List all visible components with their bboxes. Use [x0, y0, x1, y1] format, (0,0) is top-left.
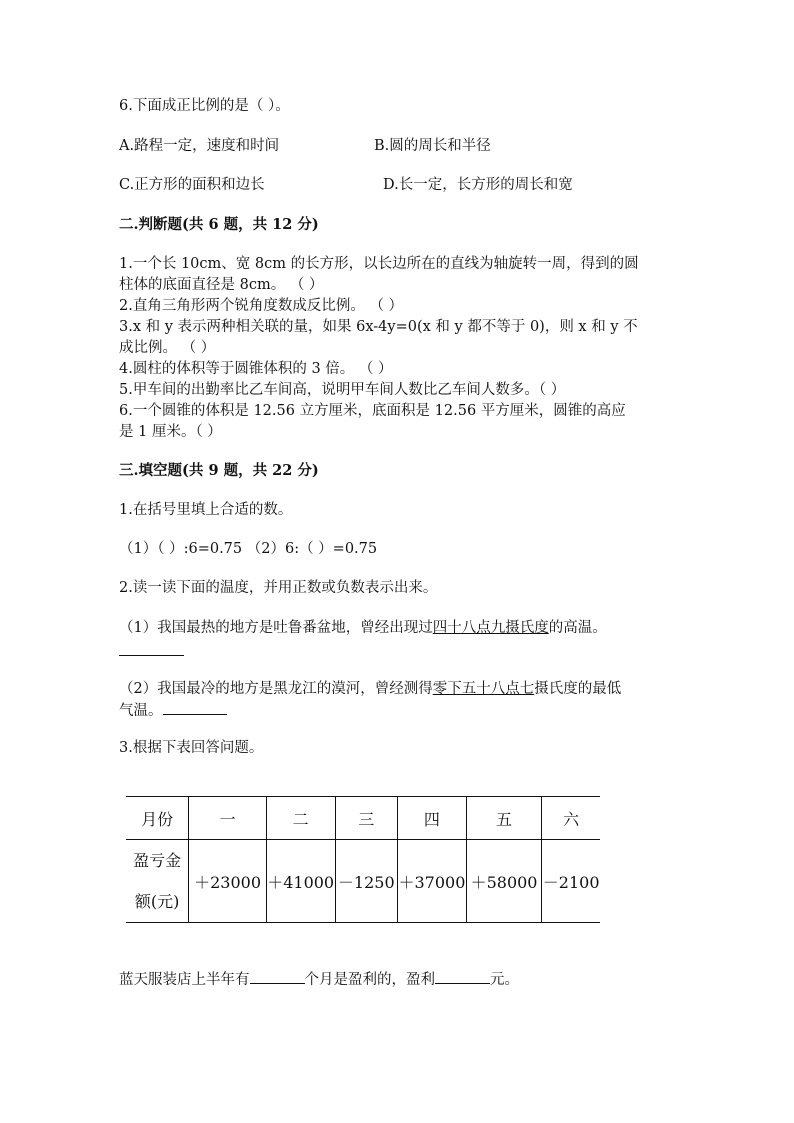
row-label-cell	[126, 840, 189, 923]
section-2-title: 二.判断题(共 6 题，共 12 分)	[119, 216, 319, 233]
fill-question-1: 1.在括号里填上合适的数。	[119, 502, 293, 518]
fill-question-2-2	[119, 679, 621, 700]
month-cell: 三	[335, 797, 398, 840]
judge-item-6b: 是 1 厘米。（ ）	[119, 424, 222, 440]
value-cell: ＋58000	[466, 840, 542, 923]
row-label-line-1: 盈亏金	[133, 851, 182, 870]
option-c: C.正方形的面积和边长	[119, 177, 265, 193]
judge-item-4: 4.圆柱的体积等于圆锥体积的 3 倍。 （ ）	[119, 361, 393, 377]
profit-loss-table	[126, 796, 600, 923]
answer-blank-2-1[interactable]	[119, 655, 184, 656]
q3-answer-part-1: 蓝天服装店上半年有	[119, 972, 250, 988]
month-cell: 五	[466, 797, 542, 840]
answer-blank-profit[interactable]	[435, 969, 490, 984]
table-value-row	[126, 840, 600, 923]
value-cell: ＋41000	[266, 840, 335, 923]
fill-question-3-answer	[119, 969, 519, 991]
q2-2-underlined: 零下五十八点七	[432, 681, 535, 697]
q2-2-line2-text: 气温。	[119, 703, 163, 719]
judge-item-6a: 6.一个圆锥的体积是 12.56 立方厘米，底面积是 12.56 平方厘米，圆锥的高应	[119, 403, 626, 419]
month-cell: 一	[189, 797, 267, 840]
judge-item-3a: 3.x 和 y 表示两种相关联的量，如果 6x-4y=0(x 和 y 都不等于 0)，则 x 和 y 不	[119, 319, 638, 335]
q2-1-suffix: 的高温。	[548, 620, 607, 636]
header-label-cell: 月份	[126, 797, 189, 840]
q3-answer-part-2: 个月是盈利的，盈利	[304, 972, 435, 988]
fill-question-2-2-line2	[119, 700, 227, 722]
value-cell: ＋37000	[398, 840, 467, 923]
month-cell: 四	[398, 797, 467, 840]
table-header-row	[126, 797, 600, 840]
judge-item-5: 5.甲车间的出勤率比乙车间高，说明甲车间人数比乙车间人数多。（ ）	[119, 382, 566, 398]
question-6-stem: 6.下面成正比例的是（ ）。	[119, 98, 290, 114]
judge-item-1b: 柱体的底面直径是 8cm。 （ ）	[119, 277, 324, 293]
section-3-title: 三.填空题(共 9 题，共 22 分)	[119, 462, 319, 479]
fill-question-3: 3.根据下表回答问题。	[119, 740, 264, 756]
option-b: B.圆的周长和半径	[374, 138, 491, 154]
value-cell: －2100	[542, 840, 600, 923]
answer-blank-2-2[interactable]	[163, 700, 227, 715]
judge-item-1a: 1.一个长 10cm、宽 8cm 的长方形，以长边所在的直线为轴旋转一周，得到的圆	[119, 256, 639, 272]
judge-item-2: 2.直角三角形两个锐角度数成反比例。 （ ）	[119, 298, 404, 314]
q2-2-prefix: （2）我国最冷的地方是黑龙江的漠河，曾经测得	[119, 681, 433, 697]
judge-item-3b: 成比例。 （ ）	[119, 340, 216, 356]
month-cell: 二	[266, 797, 335, 840]
q2-1-prefix: （1）我国最热的地方是吐鲁番盆地，曾经出现过	[119, 620, 433, 636]
fill-question-2: 2.读一读下面的温度，并用正数或负数表示出来。	[119, 580, 438, 596]
fill-question-1-items: （1）（ ）:6=0.75 （2）6:（ ）=0.75	[119, 541, 378, 557]
value-cell: －1250	[335, 840, 398, 923]
q3-answer-part-3: 元。	[490, 972, 519, 988]
q2-1-underlined: 四十八点九摄氏度	[432, 620, 549, 636]
q2-2-suffix: 摄氏度的最低	[534, 681, 622, 697]
value-cell: ＋23000	[189, 840, 267, 923]
option-a: A.路程一定，速度和时间	[119, 138, 280, 154]
answer-blank-months[interactable]	[250, 969, 305, 984]
row-label-line-2: 额(元)	[134, 892, 180, 911]
option-d: D.长一定，长方形的周长和宽	[383, 177, 573, 193]
fill-question-2-1	[119, 618, 607, 639]
month-cell: 六	[542, 797, 600, 840]
